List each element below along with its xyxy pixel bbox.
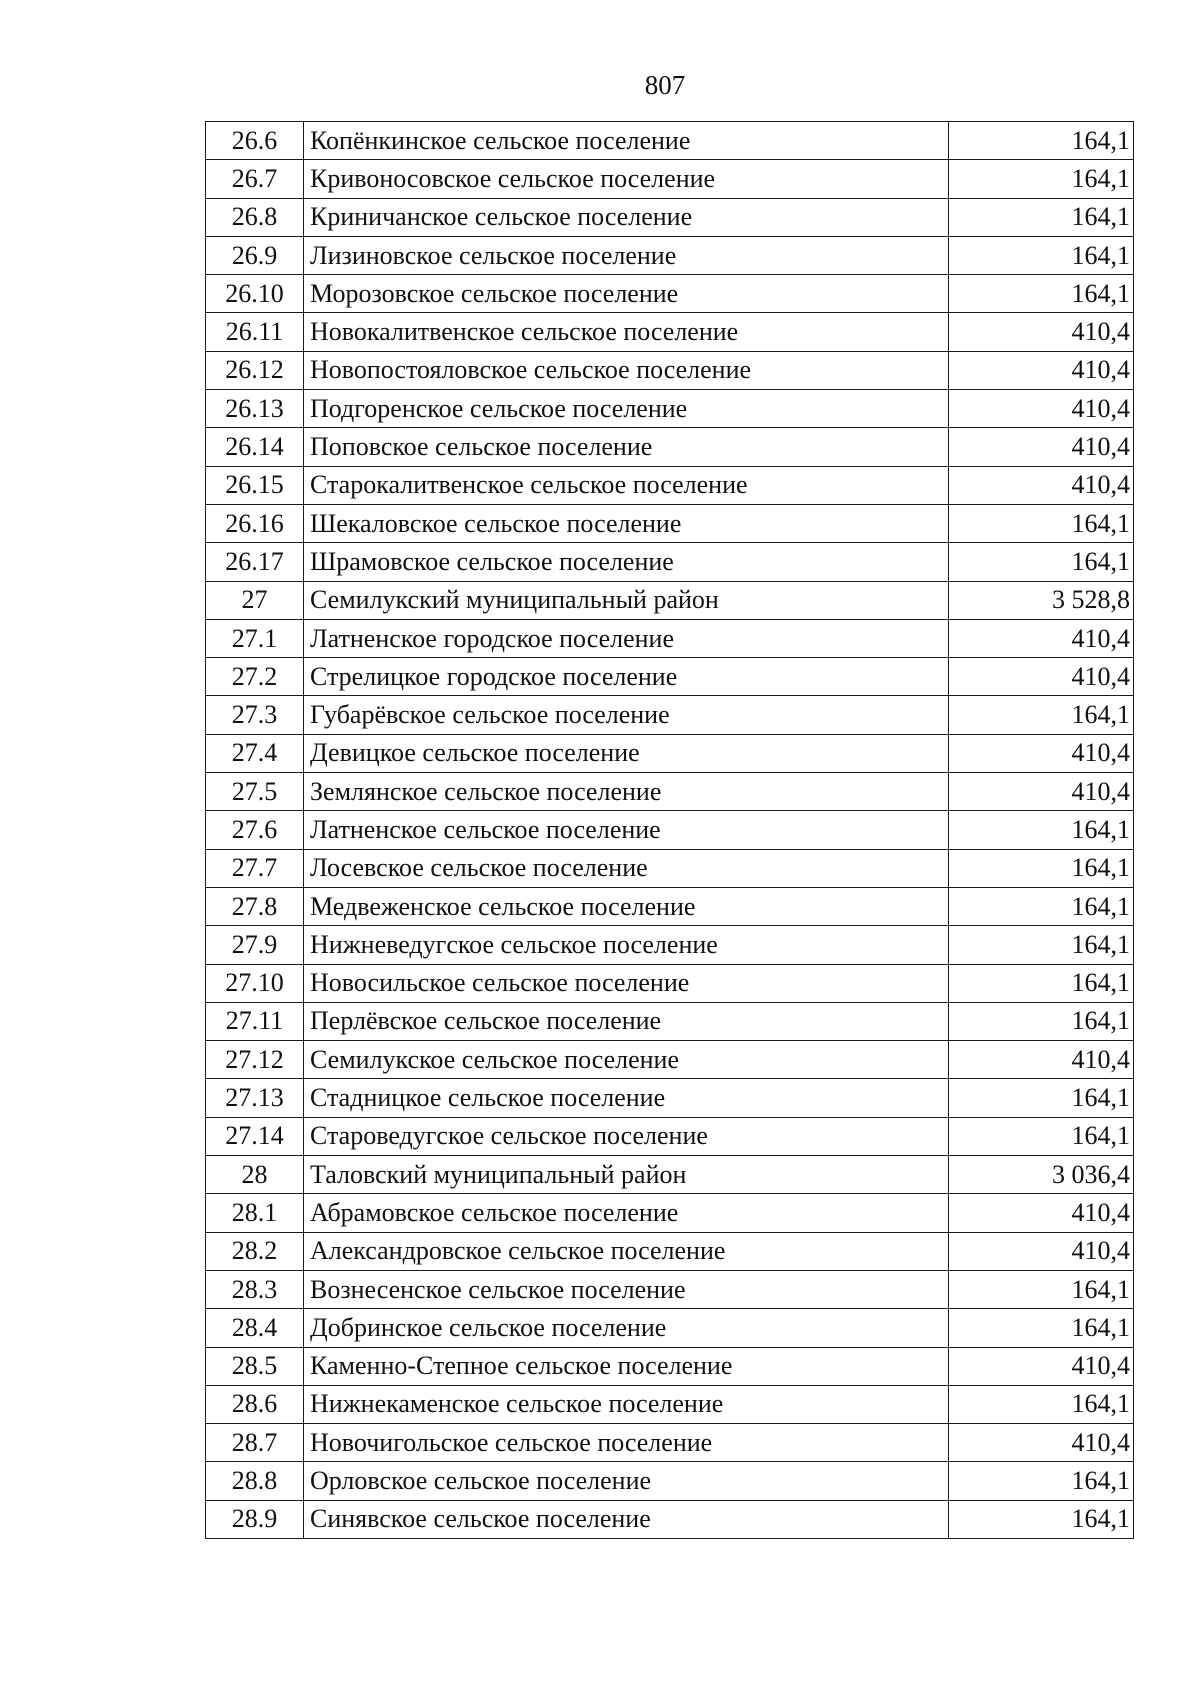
amount-value: 164,1: [949, 122, 1134, 160]
amount-value: 164,1: [949, 160, 1134, 198]
amount-value: 410,4: [949, 1347, 1134, 1385]
row-number: 26.9: [206, 236, 304, 274]
table-row: [206, 1424, 1134, 1462]
row-number: 28: [206, 1156, 304, 1194]
municipality-name: Подгоренское сельское поселение: [304, 390, 949, 428]
municipality-name: Стадницкое сельское поселение: [304, 1079, 949, 1117]
amount-value: 410,4: [949, 658, 1134, 696]
amount-value: 164,1: [949, 1270, 1134, 1308]
table-row: [206, 964, 1134, 1002]
table-row: [206, 122, 1134, 160]
municipality-name: Стрелицкое городское поселение: [304, 658, 949, 696]
row-number: 27.6: [206, 811, 304, 849]
amount-value: 410,4: [949, 1041, 1134, 1079]
amount-value: 410,4: [949, 734, 1134, 772]
amount-value: 164,1: [949, 1462, 1134, 1500]
table-row: [206, 466, 1134, 504]
row-number: 26.17: [206, 543, 304, 581]
municipality-name: Новокалитвенское сельское поселение: [304, 313, 949, 351]
row-number: 27: [206, 581, 304, 619]
amount-value: 410,4: [949, 1194, 1134, 1232]
page-number: 807: [644, 70, 686, 100]
row-number: 27.9: [206, 926, 304, 964]
table-row: [206, 773, 1134, 811]
table-row: [206, 1194, 1134, 1232]
municipality-name: Медвеженское сельское поселение: [304, 887, 949, 925]
table-row: [206, 1385, 1134, 1423]
table-row: [206, 658, 1134, 696]
row-number: 27.1: [206, 619, 304, 657]
municipality-name: Губарёвское сельское поселение: [304, 696, 949, 734]
amount-value: 164,1: [949, 1002, 1134, 1040]
amount-value: 410,4: [949, 313, 1134, 351]
municipality-name: Землянское сельское поселение: [304, 773, 949, 811]
row-number: 28.2: [206, 1232, 304, 1270]
amount-value: 164,1: [949, 275, 1134, 313]
municipality-name: Александровское сельское поселение: [304, 1232, 949, 1270]
amount-value: 164,1: [949, 696, 1134, 734]
row-number: 26.10: [206, 275, 304, 313]
municipality-name: Нижнекаменское сельское поселение: [304, 1385, 949, 1423]
row-number: 28.8: [206, 1462, 304, 1500]
municipality-name: Девицкое сельское поселение: [304, 734, 949, 772]
municipality-name: Орловское сельское поселение: [304, 1462, 949, 1500]
table-body: [206, 122, 1134, 1539]
table-row: [206, 1270, 1134, 1308]
table-row: [206, 1232, 1134, 1270]
amount-value: 410,4: [949, 428, 1134, 466]
row-number: 28.3: [206, 1270, 304, 1308]
row-number: 27.11: [206, 1002, 304, 1040]
table-row: [206, 1041, 1134, 1079]
row-number: 27.3: [206, 696, 304, 734]
table-row: [206, 849, 1134, 887]
amount-value: 164,1: [949, 926, 1134, 964]
row-number: 27.13: [206, 1079, 304, 1117]
row-number: 27.5: [206, 773, 304, 811]
row-number: 26.8: [206, 198, 304, 236]
amount-value: 164,1: [949, 964, 1134, 1002]
municipality-name: Перлёвское сельское поселение: [304, 1002, 949, 1040]
amount-value: 410,4: [949, 773, 1134, 811]
table-row: [206, 1347, 1134, 1385]
amount-value: 410,4: [949, 1424, 1134, 1462]
table-row: [206, 236, 1134, 274]
table-row: [206, 543, 1134, 581]
row-number: 28.9: [206, 1500, 304, 1538]
table-row: [206, 811, 1134, 849]
amount-value: 164,1: [949, 1385, 1134, 1423]
row-number: 26.16: [206, 504, 304, 542]
amount-value: 164,1: [949, 887, 1134, 925]
municipality-name: Нижневедугское сельское поселение: [304, 926, 949, 964]
amount-value: 410,4: [949, 351, 1134, 389]
table-row: [206, 734, 1134, 772]
row-number: 26.12: [206, 351, 304, 389]
municipality-name: Таловский муниципальный район: [304, 1156, 949, 1194]
table-row: [206, 696, 1134, 734]
amount-value: 410,4: [949, 1232, 1134, 1270]
row-number: 26.13: [206, 390, 304, 428]
municipality-name: Шекаловское сельское поселение: [304, 504, 949, 542]
amount-value: 164,1: [949, 198, 1134, 236]
row-number: 27.10: [206, 964, 304, 1002]
table-row: [206, 581, 1134, 619]
municipality-name: Криничанское сельское поселение: [304, 198, 949, 236]
table-row: [206, 619, 1134, 657]
amount-value: 164,1: [949, 811, 1134, 849]
row-number: 27.8: [206, 887, 304, 925]
municipality-name: Морозовское сельское поселение: [304, 275, 949, 313]
row-number: 27.14: [206, 1117, 304, 1155]
municipality-name: Абрамовское сельское поселение: [304, 1194, 949, 1232]
table-row: [206, 1156, 1134, 1194]
municipality-name: Латненское сельское поселение: [304, 811, 949, 849]
amount-value: 164,1: [949, 1500, 1134, 1538]
table-row: [206, 1117, 1134, 1155]
allocation-table: [205, 121, 1134, 1539]
municipality-name: Синявское сельское поселение: [304, 1500, 949, 1538]
amount-value: 164,1: [949, 236, 1134, 274]
municipality-name: Латненское городское поселение: [304, 619, 949, 657]
amount-value: 164,1: [949, 1117, 1134, 1155]
municipality-name: Новопостояловское сельское поселение: [304, 351, 949, 389]
row-number: 26.15: [206, 466, 304, 504]
table-row: [206, 1079, 1134, 1117]
table-row: [206, 1002, 1134, 1040]
municipality-name: Новочигольское сельское поселение: [304, 1424, 949, 1462]
municipality-name: Поповское сельское поселение: [304, 428, 949, 466]
row-number: 26.6: [206, 122, 304, 160]
municipality-name: Каменно-Степное сельское поселение: [304, 1347, 949, 1385]
amount-value: 164,1: [949, 1309, 1134, 1347]
row-number: 27.7: [206, 849, 304, 887]
municipality-name: Лизиновское сельское поселение: [304, 236, 949, 274]
row-number: 28.4: [206, 1309, 304, 1347]
table-row: [206, 504, 1134, 542]
municipality-name: Кривоносовское сельское поселение: [304, 160, 949, 198]
row-number: 27.4: [206, 734, 304, 772]
amount-value: 164,1: [949, 849, 1134, 887]
amount-value: 164,1: [949, 504, 1134, 542]
municipality-name: Вознесенское сельское поселение: [304, 1270, 949, 1308]
table-row: [206, 198, 1134, 236]
row-number: 27.12: [206, 1041, 304, 1079]
row-number: 28.1: [206, 1194, 304, 1232]
row-number: 28.7: [206, 1424, 304, 1462]
table-row: [206, 160, 1134, 198]
amount-value: 410,4: [949, 466, 1134, 504]
municipality-name: Лосевское сельское поселение: [304, 849, 949, 887]
municipality-name: Староведугское сельское поселение: [304, 1117, 949, 1155]
row-number: 27.2: [206, 658, 304, 696]
municipality-name: Семилукское сельское поселение: [304, 1041, 949, 1079]
table-row: [206, 313, 1134, 351]
municipality-name: Новосильское сельское поселение: [304, 964, 949, 1002]
municipality-name: Добринское сельское поселение: [304, 1309, 949, 1347]
amount-value: 3 036,4: [949, 1156, 1134, 1194]
table-row: [206, 1309, 1134, 1347]
row-number: 28.5: [206, 1347, 304, 1385]
municipality-name: Шрамовское сельское поселение: [304, 543, 949, 581]
table-row: [206, 1500, 1134, 1538]
amount-value: 164,1: [949, 543, 1134, 581]
table-row: [206, 351, 1134, 389]
table-row: [206, 1462, 1134, 1500]
row-number: 26.7: [206, 160, 304, 198]
municipality-name: Копёнкинское сельское поселение: [304, 122, 949, 160]
table-row: [206, 926, 1134, 964]
row-number: 26.14: [206, 428, 304, 466]
amount-value: 3 528,8: [949, 581, 1134, 619]
row-number: 26.11: [206, 313, 304, 351]
amount-value: 164,1: [949, 1079, 1134, 1117]
municipality-name: Семилукский муниципальный район: [304, 581, 949, 619]
table-row: [206, 428, 1134, 466]
row-number: 28.6: [206, 1385, 304, 1423]
table-row: [206, 390, 1134, 428]
amount-value: 410,4: [949, 390, 1134, 428]
amount-value: 410,4: [949, 619, 1134, 657]
table-row: [206, 887, 1134, 925]
table-row: [206, 275, 1134, 313]
municipality-name: Старокалитвенское сельское поселение: [304, 466, 949, 504]
